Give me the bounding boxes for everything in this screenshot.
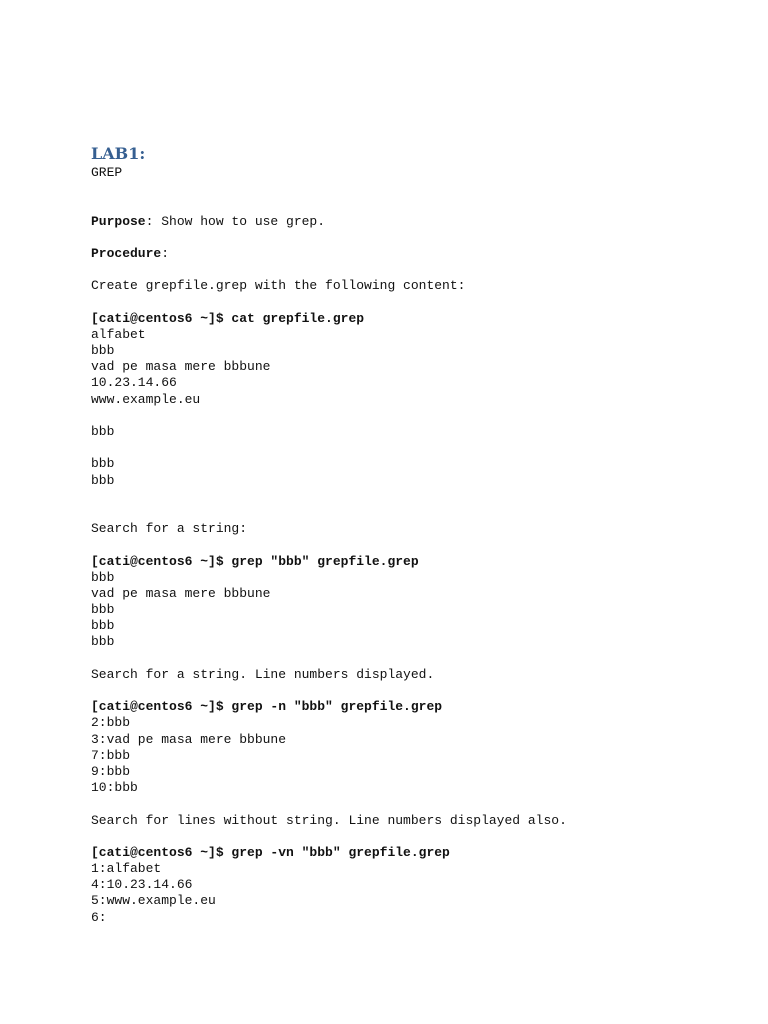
command-line: [cati@centos6 ~]$ cat grepfile.grep [91,310,365,326]
output-line: bbb [91,569,115,585]
purpose-paragraph [91,214,731,230]
output-line: 5:www.example.eu [91,893,216,909]
output-line: alfabet [91,326,146,342]
spacer [91,230,731,246]
output-line [91,408,731,424]
output-line: 7:bbb [91,747,131,763]
create-instruction: Create grepfile.grep with the following content: [91,278,466,294]
spacer [91,829,731,845]
procedure-suffix: : [161,245,170,261]
procedure-paragraph [91,246,731,262]
procedure-label: Procedure [91,245,162,261]
output-line: vad pe masa mere bbbune [91,359,271,375]
output-line: bbb [91,343,115,359]
section-description: Search for a string. Line numbers displayed. [91,666,435,682]
spacer [91,537,731,553]
spacer [91,181,731,213]
command-line: [cati@centos6 ~]$ grep "bbb" grepfile.grep [91,553,419,569]
output-line: bbb [91,456,115,472]
output-line: bbb [91,424,115,440]
spacer [91,295,731,311]
document-body [91,143,731,926]
output-line [91,440,731,456]
spacer [91,262,731,278]
output-line: www.example.eu [91,391,201,407]
output-line: 6: [91,909,107,925]
output-line: 9:bbb [91,763,131,779]
lab-title: LAB1: [91,144,146,163]
output-line: 10:bbb [91,780,138,796]
output-line: bbb [91,602,115,618]
output-line: 2:bbb [91,715,131,731]
output-line: 1:alfabet [91,861,162,877]
command-line: [cati@centos6 ~]$ grep -vn "bbb" grepfile.grep [91,844,450,860]
section-description: Search for a string: [91,521,248,537]
spacer [91,683,731,699]
output-line: bbb [91,634,115,650]
lab-subtitle: GREP [91,165,123,180]
purpose-label: Purpose [91,213,146,229]
output-line: vad pe masa mere bbbune [91,585,271,601]
command-line: [cati@centos6 ~]$ grep -n "bbb" grepfile.grep [91,699,443,715]
spacer [91,796,731,812]
spacer [91,489,731,521]
purpose-text: : Show how to use grep. [145,213,326,229]
output-line: 3:vad pe masa mere bbbune [91,731,287,747]
output-line: 10.23.14.66 [91,375,177,391]
spacer [91,651,731,667]
section-description: Search for lines without string. Line numbers displayed also. [91,812,567,828]
output-line: bbb [91,618,115,634]
output-line: bbb [91,472,115,488]
output-line: 4:10.23.14.66 [91,877,193,893]
